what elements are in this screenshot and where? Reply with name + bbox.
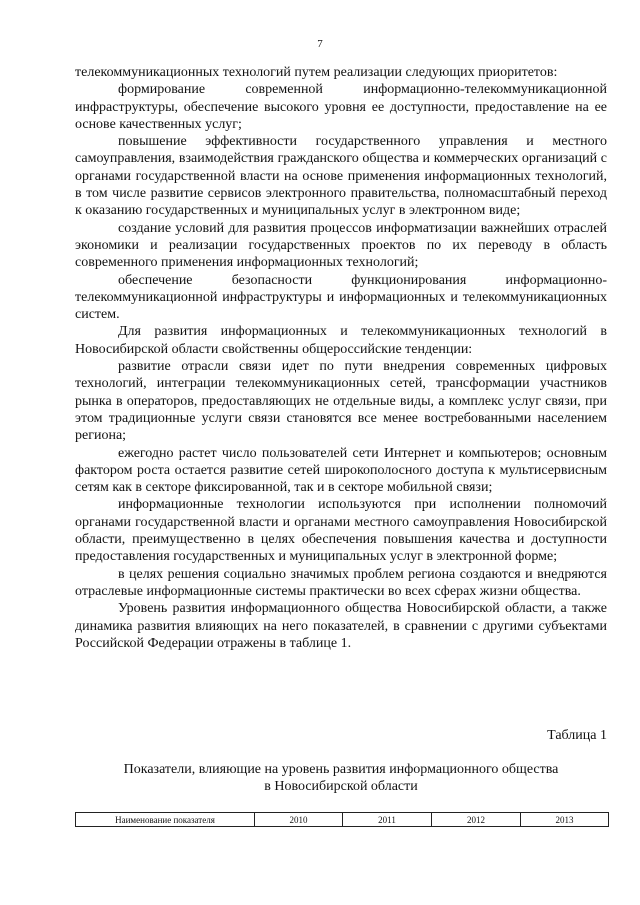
paragraph-trends-intro: Для развития информационных и телекоммуникационных технологий в Новосибирской области свойственны общероссийские тенденции: xyxy=(75,324,607,357)
page-number: 7 xyxy=(317,38,323,50)
column-header-2013: 2013 xyxy=(521,813,609,827)
column-header-indicator: Наименование показателя xyxy=(76,813,255,827)
body-text xyxy=(75,64,607,652)
column-header-2010: 2010 xyxy=(255,813,343,827)
indicators-table xyxy=(75,812,609,827)
table-caption xyxy=(75,761,607,796)
column-header-2012: 2012 xyxy=(432,813,521,827)
paragraph-trend-internet: ежегодно растет число пользователей сети Интернет и компьютеров; основным фактором роста остается развитие сетей широкополосного доступа к мультисервисным сетям как в секторе фиксированной, так и в секторе мобильной связи; xyxy=(75,445,607,496)
paragraph-trend-government-it: информационные технологии используются при исполнении полномочий органами государственной власти и органами местного самоуправления Новосибирской области, преимущественно в целях обеспечения повышения качества и доступности предоставления государственных и муниципальных услуг в электронной форме; xyxy=(75,497,607,565)
paragraph-priority-governance: повышение эффективности государственного управления и местного самоуправления, взаимодействия гражданского общества и коммерческих организаций с органами государственной власти на основе применения информационных технологий, в том числе развитие сервисов электронного правительства, полномасштабный переход к оказанию государственных и муниципальных услуг в электронном виде; xyxy=(75,134,607,219)
paragraph-priority-infrastructure: формирование современной информационно-телекоммуникационной инфраструктуры, обеспечение высокого уровня ее доступности, предоставление на ее основе качественных услуг; xyxy=(75,82,607,132)
table-label: Таблица 1 xyxy=(547,728,607,743)
table-caption-line-2: в Новосибирской области xyxy=(264,779,418,795)
table-caption-line-1: Показатели, влияющие на уровень развития информационного общества xyxy=(123,762,559,777)
table-header-row xyxy=(76,813,609,827)
paragraph-trend-industry-systems: в целях решения социально значимых проблем региона создаются и внедряются отраслевые информационные системы практически во всех сферах жизни общества. xyxy=(75,566,607,599)
paragraph-trend-communications: развитие отрасли связи идет по пути внедрения современных цифровых технологий, интеграции телекоммуникационных сетей, трансформации участников рынка в операторов, предоставляющих не отдельные виды, а комплекс услуг связи, при этом традиционные услуги связи становятся все менее востребованными населением региона; xyxy=(75,359,607,444)
paragraph-priority-security: обеспечение безопасности функционирования информационно-телекоммуникационной инфраструктуры и информационных и телекоммуникационных систем. xyxy=(75,272,607,323)
paragraph-table-reference: Уровень развития информационного общества Новосибирской области, а также динамика развития влияющих на него показателей, в сравнении с другими субъектами Российской Федерации отражены в таблице 1. xyxy=(75,601,607,651)
paragraph-continuation: телекоммуникационных технологий путем реализации следующих приоритетов: xyxy=(75,65,558,80)
paragraph-priority-informatization: создание условий для развития процессов информатизации важнейших отраслей экономики и реализации государственных проектов по их переводу в область современного применения информационных технологий; xyxy=(75,220,607,271)
column-header-2011: 2011 xyxy=(343,813,432,827)
